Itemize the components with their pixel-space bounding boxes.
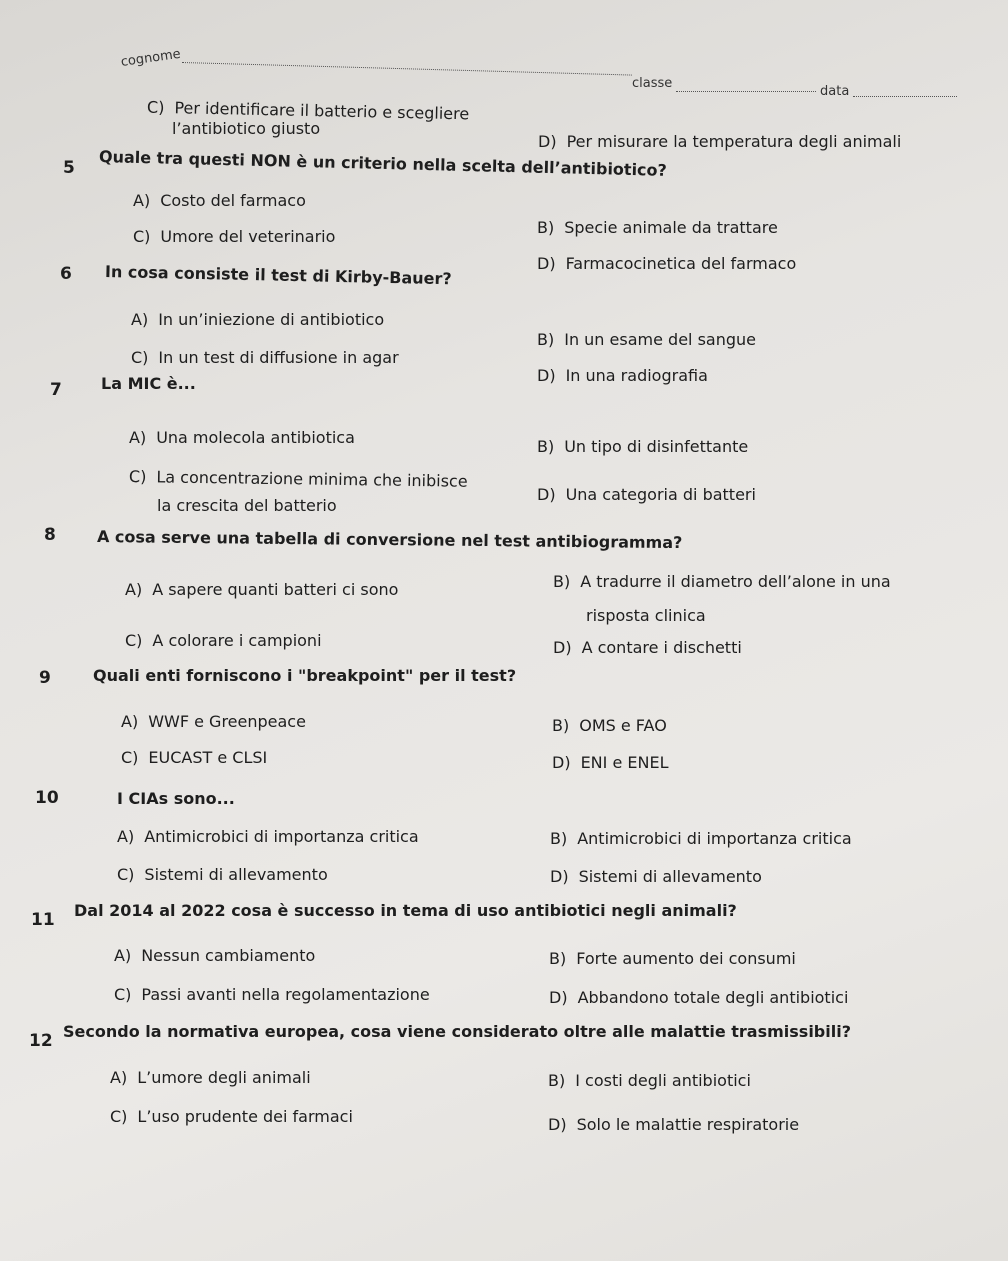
q9-option-b[interactable]: [552, 716, 667, 735]
q8-option-a[interactable]: [125, 580, 398, 599]
question-10-text: I CIAs sono...: [117, 789, 235, 808]
q11-option-b[interactable]: [549, 949, 796, 968]
question-6-text: In cosa consiste il test di Kirby-Bauer?: [104, 262, 452, 289]
q9-option-a[interactable]: [121, 712, 306, 731]
q7-option-b[interactable]: [537, 437, 748, 456]
option-letter: A): [121, 712, 139, 731]
option-text: OMS e FAO: [579, 716, 667, 735]
option-letter: B): [550, 829, 568, 848]
question-5-text: Quale tra questi NON è un criterio nella scelta dell’antibiotico?: [98, 147, 668, 180]
option-letter: C): [133, 227, 151, 246]
option-text: ENI e ENEL: [580, 753, 669, 772]
q5-option-b[interactable]: [537, 218, 778, 237]
option-text: In una radiografia: [565, 366, 708, 385]
question-6-number: 6: [60, 264, 72, 284]
option-letter: A): [114, 946, 132, 965]
q6-option-b[interactable]: [537, 330, 756, 349]
q8-option-c[interactable]: [125, 631, 322, 650]
classe-line[interactable]: [676, 91, 816, 92]
option-letter: C): [146, 97, 165, 117]
option-letter: C): [121, 748, 139, 767]
option-letter: B): [537, 330, 555, 349]
option-text: A tradurre il diametro dell’alone in una: [580, 572, 891, 591]
option-letter: B): [537, 218, 555, 237]
option-text: Costo del farmaco: [160, 191, 306, 210]
question-5-number: 5: [63, 158, 75, 178]
q5-option-a[interactable]: [133, 191, 306, 210]
q7-option-d[interactable]: [537, 485, 756, 504]
q5-option-c[interactable]: [133, 227, 335, 246]
question-9-number: 9: [39, 668, 51, 688]
question-7-number: 7: [50, 380, 62, 400]
option-letter: B): [548, 1071, 566, 1090]
q9-option-c[interactable]: [121, 748, 267, 767]
q11-option-a[interactable]: [114, 946, 315, 965]
prev-option-d[interactable]: [538, 132, 901, 151]
question-8-text: A cosa serve una tabella di conversione nel test antibiogramma?: [96, 527, 683, 553]
option-letter: A): [129, 428, 147, 447]
option-letter: A): [110, 1068, 128, 1087]
q6-option-c[interactable]: [131, 348, 399, 367]
option-text: EUCAST e CLSI: [148, 748, 268, 767]
option-text: A contare i dischetti: [581, 638, 742, 657]
option-text: In un test di diffusione in agar: [158, 348, 399, 367]
question-11-text: Dal 2014 al 2022 cosa è successo in tema di uso antibiotici negli animali?: [74, 901, 737, 920]
q9-option-d[interactable]: [552, 753, 668, 772]
q11-option-d[interactable]: [549, 988, 848, 1007]
question-10-number: 10: [35, 788, 59, 808]
option-text: A sapere quanti batteri ci sono: [152, 580, 399, 599]
question-12-text: Secondo la normativa europea, cosa viene considerato oltre alle malattie trasmissibili?: [63, 1022, 851, 1041]
q8-option-b[interactable]: [553, 572, 891, 591]
q6-option-a[interactable]: [131, 310, 384, 329]
prev-option-c-continuation: l’antibiotico giusto: [172, 119, 321, 138]
q8-option-b-continuation: risposta clinica: [586, 606, 706, 625]
option-letter: A): [125, 580, 143, 599]
option-text: A colorare i campioni: [152, 631, 322, 650]
option-text: Per identificare il batterio e scegliere: [174, 98, 470, 124]
option-text: L’uso prudente dei farmaci: [137, 1107, 353, 1126]
option-text: Solo le malattie respiratorie: [576, 1115, 800, 1134]
option-letter: C): [114, 985, 132, 1004]
q7-option-c-continuation: la crescita del batterio: [157, 496, 337, 515]
option-text: Passi avanti nella regolamentazione: [141, 985, 430, 1004]
q7-option-a[interactable]: [129, 428, 355, 447]
question-9-text: Quali enti forniscono i "breakpoint" per il test?: [93, 666, 517, 685]
option-letter: C): [131, 348, 149, 367]
option-text: Per misurare la temperatura degli animali: [566, 132, 902, 151]
q5-option-d[interactable]: [537, 254, 796, 273]
option-letter: D): [550, 867, 569, 886]
q11-option-c[interactable]: [114, 985, 430, 1004]
q12-option-d[interactable]: [548, 1115, 799, 1134]
q8-option-d[interactable]: [553, 638, 742, 657]
option-letter: C): [128, 467, 147, 487]
q7-option-c[interactable]: [129, 467, 468, 491]
option-letter: D): [538, 132, 557, 151]
option-letter: A): [117, 827, 135, 846]
q10-option-a[interactable]: [117, 827, 419, 846]
option-text: Specie animale da trattare: [564, 218, 778, 237]
option-text: Sistemi di allevamento: [578, 867, 762, 886]
option-text: Antimicrobici di importanza critica: [577, 829, 852, 848]
option-letter: B): [549, 949, 567, 968]
data-line[interactable]: [853, 96, 957, 97]
q12-option-b[interactable]: [548, 1071, 751, 1090]
option-letter: D): [552, 753, 571, 772]
option-text: Una molecola antibiotica: [156, 428, 355, 447]
option-letter: D): [553, 638, 572, 657]
q10-option-d[interactable]: [550, 867, 762, 886]
question-7-text: La MIC è...: [101, 374, 196, 393]
classe-label: classe: [632, 76, 673, 91]
option-letter: D): [549, 988, 568, 1007]
option-letter: D): [537, 485, 556, 504]
option-text: Abbandono totale degli antibiotici: [577, 988, 849, 1007]
option-letter: D): [537, 366, 556, 385]
option-text: Una categoria di batteri: [565, 485, 756, 504]
option-letter: D): [548, 1115, 567, 1134]
option-text: Antimicrobici di importanza critica: [144, 827, 419, 846]
option-text: Farmacocinetica del farmaco: [565, 254, 797, 273]
question-12-number: 12: [29, 1031, 53, 1051]
option-letter: B): [537, 437, 555, 456]
q10-option-b[interactable]: [550, 829, 852, 848]
q12-option-a[interactable]: [110, 1068, 311, 1087]
cognome-label: cognome: [119, 46, 182, 70]
option-letter: A): [131, 310, 149, 329]
option-letter: A): [133, 191, 151, 210]
cognome-line[interactable]: [182, 62, 632, 76]
data-label: data: [820, 84, 850, 99]
option-letter: B): [553, 572, 571, 591]
option-text: La concentrazione minima che inibisce: [156, 467, 468, 491]
option-letter: C): [125, 631, 143, 650]
option-text: Forte aumento dei consumi: [576, 949, 796, 968]
question-11-number: 11: [31, 910, 55, 930]
option-text: Sistemi di allevamento: [144, 865, 328, 884]
option-text: Un tipo di disinfettante: [564, 437, 749, 456]
option-text: Umore del veterinario: [160, 227, 336, 246]
option-letter: D): [537, 254, 556, 273]
option-letter: C): [110, 1107, 128, 1126]
option-letter: B): [552, 716, 570, 735]
option-text: L’umore degli animali: [137, 1068, 311, 1087]
question-8-number: 8: [44, 525, 56, 545]
q6-option-d[interactable]: [537, 366, 708, 385]
option-text: I costi degli antibiotici: [575, 1071, 751, 1090]
q10-option-c[interactable]: [117, 865, 328, 884]
option-text: In un esame del sangue: [564, 330, 756, 349]
option-letter: C): [117, 865, 135, 884]
option-text: WWF e Greenpeace: [148, 712, 306, 731]
option-text: Nessun cambiamento: [141, 946, 316, 965]
q12-option-c[interactable]: [110, 1107, 353, 1126]
option-text: In un’iniezione di antibiotico: [158, 310, 385, 329]
